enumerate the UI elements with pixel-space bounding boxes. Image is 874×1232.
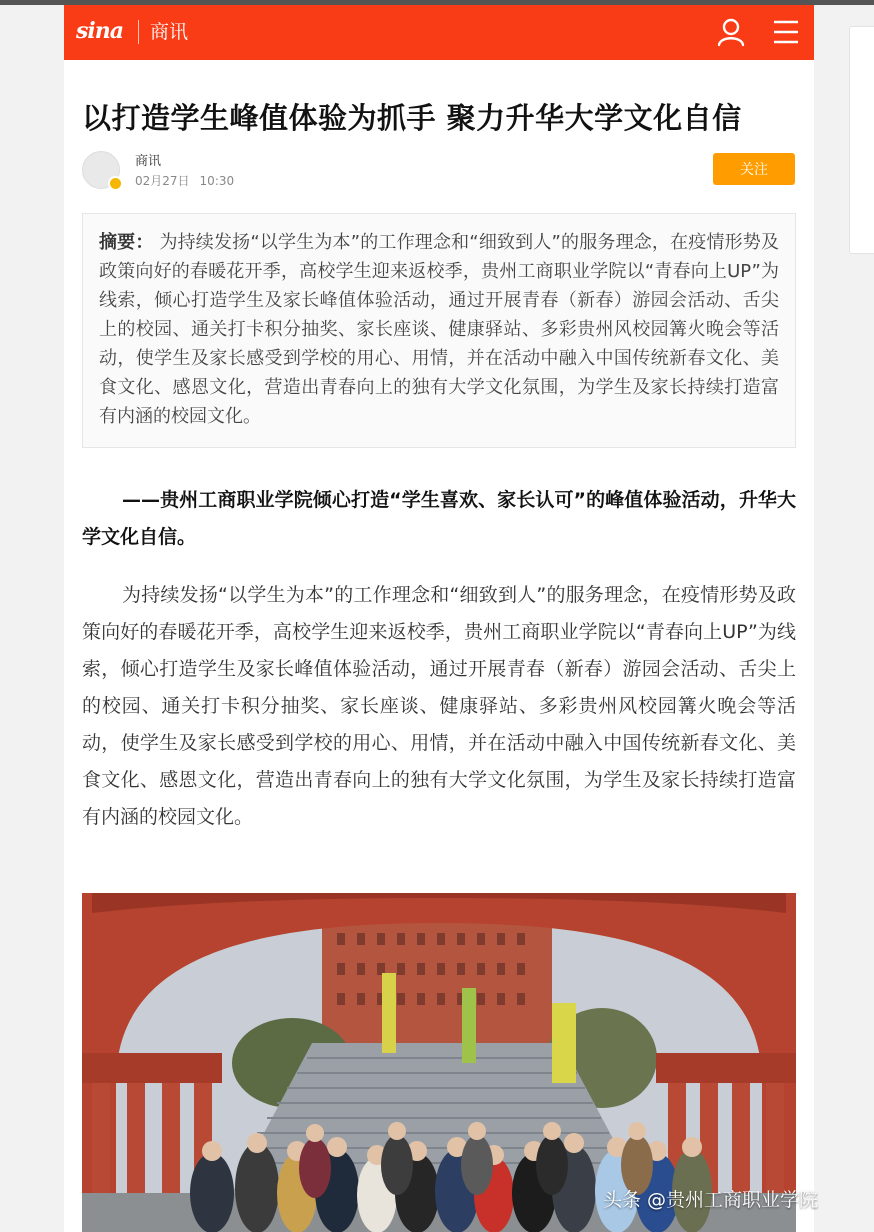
author-row — [82, 150, 796, 194]
article-subtitle: ——贵州工商职业学院倾心打造“学生喜欢、家长认可”的峰值体验活动，升华大学文化自信。 — [82, 489, 796, 548]
author-name[interactable]: 商讯 — [135, 154, 162, 169]
publish-time — [135, 173, 234, 189]
side-panel — [849, 26, 874, 254]
publish-date: 02月27日 — [135, 174, 190, 188]
user-icon[interactable] — [716, 17, 746, 47]
header-divider — [138, 20, 139, 44]
site-header — [64, 5, 814, 60]
verified-badge-icon — [108, 176, 123, 191]
article-title: 以打造学生峰值体验为抓手 聚力升华大学文化自信 — [82, 101, 742, 135]
publish-clock: 10:30 — [199, 174, 235, 188]
article-paragraph: 为持续发扬“以学生为本”的工作理念和“细致到人”的服务理念，在疫情形势及政策向好的春暖花开季，高校学生迎来返校季，贵州工商职业学院以“青春向上UP”为线索，倾心打造学生及家长峰值体验活动，通过开展青春（新春）游园会活动、舌尖上的校园、通关打卡积分抽奖、家长座谈、健康驿站、多彩贵州风校园篝火晚会等活动，使学生及家长感受到学校的用心、用情，并在活动中融入中国传统新春文化、美食文化、感恩文化，营造出青春向上的独有大学文化氛围，为学生及家长持续打造富有内涵的校园文化。 — [82, 584, 796, 828]
article-photo[interactable] — [82, 893, 796, 1232]
follow-button[interactable]: 关注 — [713, 153, 795, 185]
sina-logo[interactable]: sina — [76, 18, 123, 44]
campus-arch-photo — [82, 893, 796, 1232]
summary-text: 为持续发扬“以学生为本”的工作理念和“细致到人”的服务理念，在疫情形势及政策向好的春暖花开季，高校学生迎来返校季，贵州工商职业学院以“青春向上UP”为线索，倾心打造学生及家长峰值体验活动，通过开展青春（新春）游园会活动、舌尖上的校园、通关打卡积分抽奖、家长座谈、健康驿站、多彩贵州风校园篝火晚会等活动，使学生及家长感受到学校的用心、用情，并在活动中融入中国传统新春文化、美食文化、感恩文化，营造出青春向上的独有大学文化氛围，为学生及家长持续打造富有内涵的校园文化。 — [99, 232, 779, 427]
article-page — [64, 5, 814, 1232]
menu-icon[interactable] — [772, 18, 800, 46]
channel-title[interactable]: 商讯 — [150, 21, 189, 43]
photo-watermark: 头条 @贵州工商职业学院 — [603, 1189, 819, 1211]
summary-box — [82, 213, 796, 448]
summary-label: 摘要： — [99, 232, 154, 253]
